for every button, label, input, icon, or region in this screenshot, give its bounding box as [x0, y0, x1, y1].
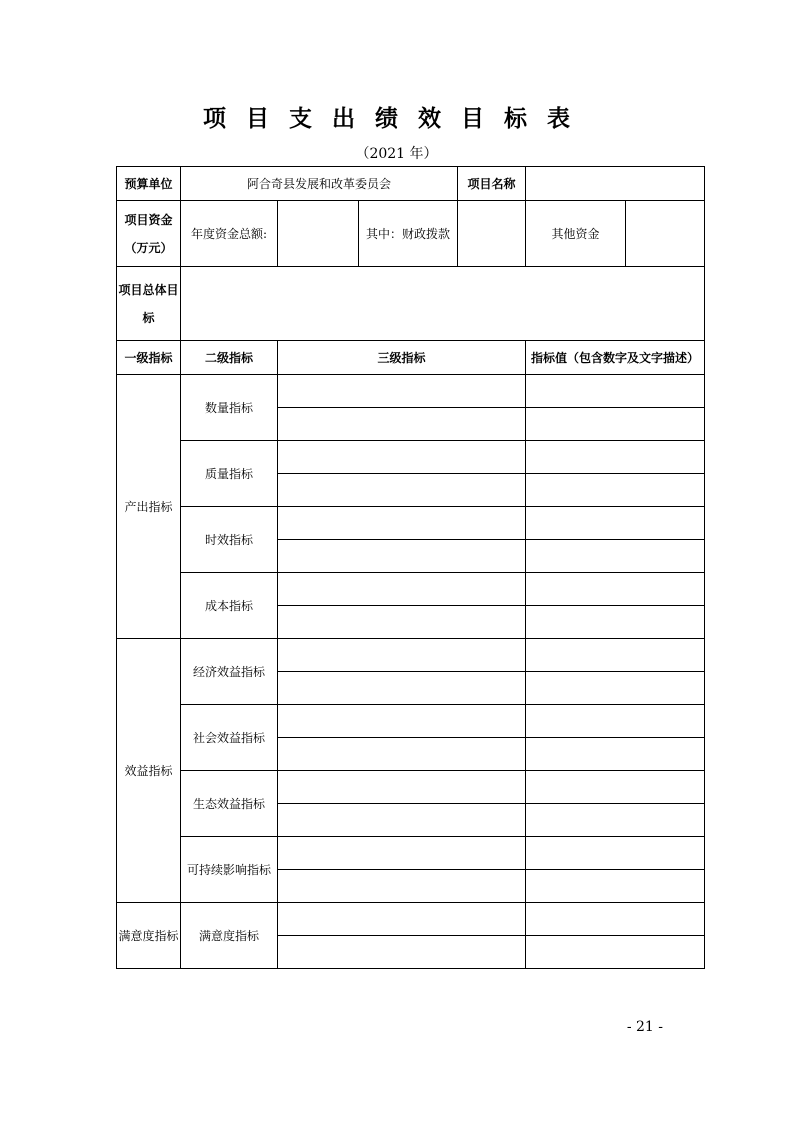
fiscal-allocation-label: 其中：财政拨款	[359, 201, 458, 267]
indicator-value-cell[interactable]	[526, 375, 705, 408]
level2-indicator: 生态效益指标	[181, 771, 278, 837]
indicator-value-cell[interactable]	[526, 441, 705, 474]
column-level2-header: 二级指标	[181, 341, 278, 375]
indicator-row	[117, 837, 705, 870]
level3-indicator-cell[interactable]	[278, 639, 526, 672]
indicator-value-cell[interactable]	[526, 903, 705, 936]
level3-indicator-cell[interactable]	[278, 474, 526, 507]
level2-indicator: 数量指标	[181, 375, 278, 441]
level3-indicator-cell[interactable]	[278, 606, 526, 639]
annual-total-value[interactable]	[278, 201, 359, 267]
level3-indicator-cell[interactable]	[278, 573, 526, 606]
budget-unit-value: 阿合奇县发展和改革委员会	[181, 167, 458, 201]
level3-indicator-cell[interactable]	[278, 870, 526, 903]
level3-indicator-cell[interactable]	[278, 408, 526, 441]
page-title: 项目支出绩效目标表	[203, 106, 590, 132]
project-name-value[interactable]	[526, 167, 705, 201]
indicator-row	[117, 705, 705, 738]
performance-goal-table	[116, 166, 705, 969]
level3-indicator-cell[interactable]	[278, 705, 526, 738]
indicator-row	[117, 507, 705, 540]
indicator-rows	[117, 375, 705, 969]
indicator-value-cell[interactable]	[526, 639, 705, 672]
level1-indicator: 产出指标	[117, 375, 181, 639]
level3-indicator-cell[interactable]	[278, 771, 526, 804]
indicator-value-cell[interactable]	[526, 573, 705, 606]
indicator-row	[117, 573, 705, 606]
indicator-row	[117, 903, 705, 936]
level2-indicator: 可持续影响指标	[181, 837, 278, 903]
level3-indicator-cell[interactable]	[278, 738, 526, 771]
level2-indicator: 成本指标	[181, 573, 278, 639]
overall-goal-label: 项目总体目标	[117, 267, 181, 341]
indicator-row	[117, 771, 705, 804]
level3-indicator-cell[interactable]	[278, 903, 526, 936]
indicator-value-cell[interactable]	[526, 474, 705, 507]
page-number: - 21 -	[626, 1019, 663, 1035]
indicator-value-cell[interactable]	[526, 804, 705, 837]
other-funds-value[interactable]	[626, 201, 705, 267]
indicator-value-cell[interactable]	[526, 936, 705, 969]
level1-indicator: 满意度指标	[117, 903, 181, 969]
indicator-value-cell[interactable]	[526, 837, 705, 870]
other-funds-label: 其他资金	[526, 201, 626, 267]
column-level1-header: 一级指标	[117, 341, 181, 375]
overall-goal-value[interactable]	[181, 267, 705, 341]
column-value-header: 指标值（包含数字及文字描述）	[526, 341, 705, 375]
level2-indicator: 经济效益指标	[181, 639, 278, 705]
level3-indicator-cell[interactable]	[278, 672, 526, 705]
level3-indicator-cell[interactable]	[278, 936, 526, 969]
project-name-label: 项目名称	[458, 167, 526, 201]
year-label: （2021 年）	[355, 146, 438, 162]
project-funds-label: 项目资金（万元）	[117, 201, 181, 267]
indicator-value-cell[interactable]	[526, 507, 705, 540]
level3-indicator-cell[interactable]	[278, 507, 526, 540]
indicator-row	[117, 441, 705, 474]
indicator-row	[117, 639, 705, 672]
budget-unit-label: 预算单位	[117, 167, 181, 201]
annual-total-label: 年度资金总额:	[181, 201, 278, 267]
column-level3-header: 三级指标	[278, 341, 526, 375]
level2-indicator: 质量指标	[181, 441, 278, 507]
fiscal-allocation-value[interactable]	[458, 201, 526, 267]
indicator-row	[117, 375, 705, 408]
level3-indicator-cell[interactable]	[278, 540, 526, 573]
indicator-value-cell[interactable]	[526, 771, 705, 804]
indicator-value-cell[interactable]	[526, 540, 705, 573]
level3-indicator-cell[interactable]	[278, 804, 526, 837]
level2-indicator: 社会效益指标	[181, 705, 278, 771]
indicator-value-cell[interactable]	[526, 870, 705, 903]
level3-indicator-cell[interactable]	[278, 441, 526, 474]
level2-indicator: 时效指标	[181, 507, 278, 573]
indicator-value-cell[interactable]	[526, 408, 705, 441]
indicator-value-cell[interactable]	[526, 738, 705, 771]
level1-indicator: 效益指标	[117, 639, 181, 903]
indicator-value-cell[interactable]	[526, 705, 705, 738]
level2-indicator: 满意度指标	[181, 903, 278, 969]
indicator-value-cell[interactable]	[526, 672, 705, 705]
level3-indicator-cell[interactable]	[278, 375, 526, 408]
indicator-value-cell[interactable]	[526, 606, 705, 639]
level3-indicator-cell[interactable]	[278, 837, 526, 870]
